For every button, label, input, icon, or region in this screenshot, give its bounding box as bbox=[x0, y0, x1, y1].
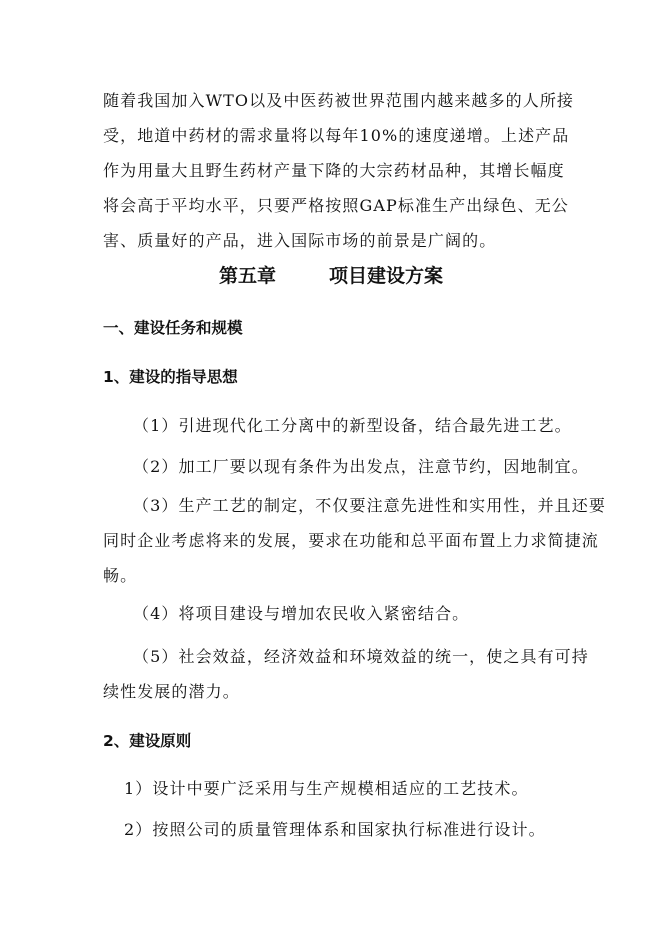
intro-line-1: 随着我国加入WTO以及中医药被世界范围内越来越多的人所接 bbox=[103, 91, 575, 110]
guiding-item-5-line-1: （5）社会效益，经济效益和环境效益的统一，使之具有可持 bbox=[133, 647, 589, 666]
chapter-title: 第五章 项目建设方案 bbox=[219, 265, 443, 287]
principle-item-2: 2）按照公司的质量管理体系和国家执行标准进行设计。 bbox=[124, 820, 546, 839]
guiding-item-5-line-2: 续性发展的潜力。 bbox=[103, 682, 240, 701]
principle-item-1: 1）设计中要广泛采用与生产规模相适应的工艺技术。 bbox=[124, 779, 529, 798]
intro-line-2: 受，地道中药材的需求量将以每年10%的速度递增。上述产品 bbox=[103, 126, 570, 145]
section-heading: 一、建设任务和规模 bbox=[103, 319, 243, 337]
subsection-heading-principles: 2、建设原则 bbox=[103, 732, 192, 750]
guiding-item-2: （2）加工厂要以现有条件为出发点，注意节约，因地制宜。 bbox=[133, 457, 589, 476]
guiding-item-1: （1）引进现代化工分离中的新型设备，结合最先进工艺。 bbox=[133, 416, 572, 435]
guiding-item-3-line-2: 同时企业考虑将来的发展，要求在功能和总平面布置上力求简捷流 bbox=[103, 531, 599, 550]
guiding-item-3-line-3: 畅。 bbox=[103, 566, 138, 585]
guiding-item-4: （4）将项目建设与增加农民收入紧密结合。 bbox=[133, 604, 470, 623]
intro-line-3: 作为用量大且野生药材产量下降的大宗药材品种，其增长幅度 bbox=[103, 161, 565, 180]
guiding-item-3-line-1: （3）生产工艺的制定，不仅要注意先进性和实用性，并且还要 bbox=[133, 496, 606, 515]
intro-line-4: 将会高于平均水平，只要严格按照GAP标准生产出绿色、无公 bbox=[103, 196, 569, 215]
intro-line-5: 害、质量好的产品，进入国际市场的前景是广阔的。 bbox=[103, 231, 497, 250]
subsection-heading-guiding: 1、建设的指导思想 bbox=[103, 368, 238, 386]
